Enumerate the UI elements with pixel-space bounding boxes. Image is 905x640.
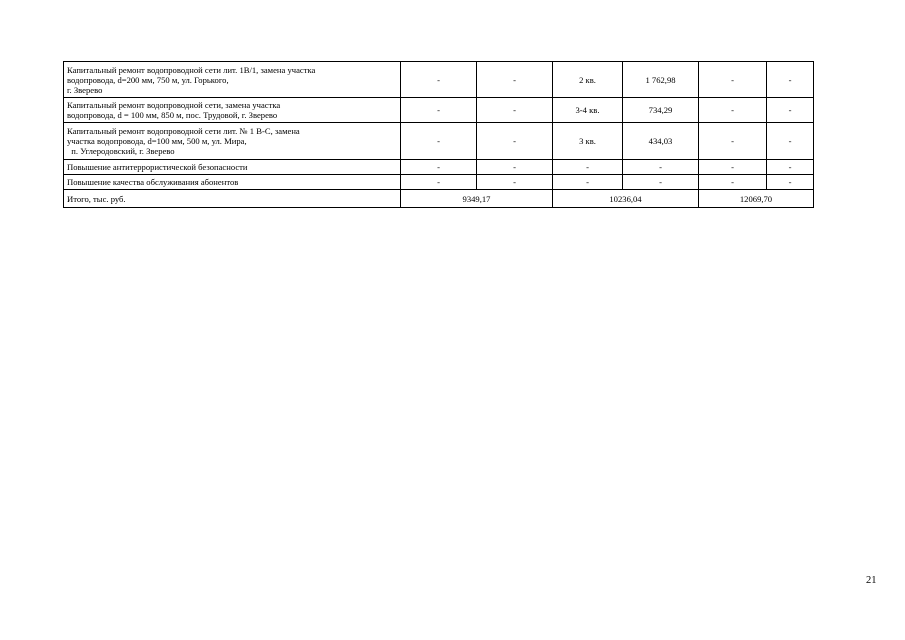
total-value: 12069,70 [699, 190, 814, 208]
table-cell: - [699, 123, 767, 160]
table-cell: 3 кв. [553, 123, 623, 160]
investment-table [63, 61, 814, 208]
total-value: 9349,17 [401, 190, 553, 208]
row-description: Повышение качества обслуживания абонентов [64, 175, 401, 190]
table-cell: - [401, 123, 477, 160]
table-cell: - [477, 62, 553, 98]
table-cell: - [767, 98, 814, 123]
table-cell: - [401, 98, 477, 123]
table-cell: - [477, 175, 553, 190]
table-row [64, 160, 814, 175]
table-cell: - [477, 123, 553, 160]
table-cell: - [767, 123, 814, 160]
table-cell: 2 кв. [553, 62, 623, 98]
table-cell: - [699, 160, 767, 175]
total-value: 10236,04 [553, 190, 699, 208]
table-row [64, 123, 814, 160]
table-cell: - [477, 160, 553, 175]
row-description: Повышение антитеррористической безопасности [64, 160, 401, 175]
table-cell: - [401, 160, 477, 175]
table-cell: - [623, 175, 699, 190]
row-description: Капитальный ремонт водопроводной сети лит. № 1 В-С, замена участка водопровода, d=100 мм, 500 м, ул. Мира, п. Углеродовский, г. Зверево [64, 123, 401, 160]
table-row [64, 62, 814, 98]
row-description: Капитальный ремонт водопроводной сети лит. 1В/1, замена участка водопровода, d=200 мм, 750 м, ул. Горького, г. Зверево [64, 62, 401, 98]
table-cell: - [477, 98, 553, 123]
table-cell: - [699, 62, 767, 98]
table-cell: 434,03 [623, 123, 699, 160]
total-label: Итого, тыс. руб. [64, 190, 401, 208]
table-row [64, 175, 814, 190]
table-row [64, 98, 814, 123]
total-row [64, 190, 814, 208]
table-cell: 3-4 кв. [553, 98, 623, 123]
table-cell: - [767, 62, 814, 98]
table-cell: - [699, 175, 767, 190]
table-cell: - [767, 160, 814, 175]
table-cell: 734,29 [623, 98, 699, 123]
table-cell: 1 762,98 [623, 62, 699, 98]
table-cell: - [699, 98, 767, 123]
table-cell: - [553, 175, 623, 190]
table-cell: - [623, 160, 699, 175]
table-cell: - [767, 175, 814, 190]
row-description: Капитальный ремонт водопроводной сети, замена участка водопровода, d = 100 мм, 850 м, пос. Трудовой, г. Зверево [64, 98, 401, 123]
table-cell: - [401, 62, 477, 98]
table-cell: - [401, 175, 477, 190]
table-cell: - [553, 160, 623, 175]
page-number: 21 [866, 575, 877, 586]
